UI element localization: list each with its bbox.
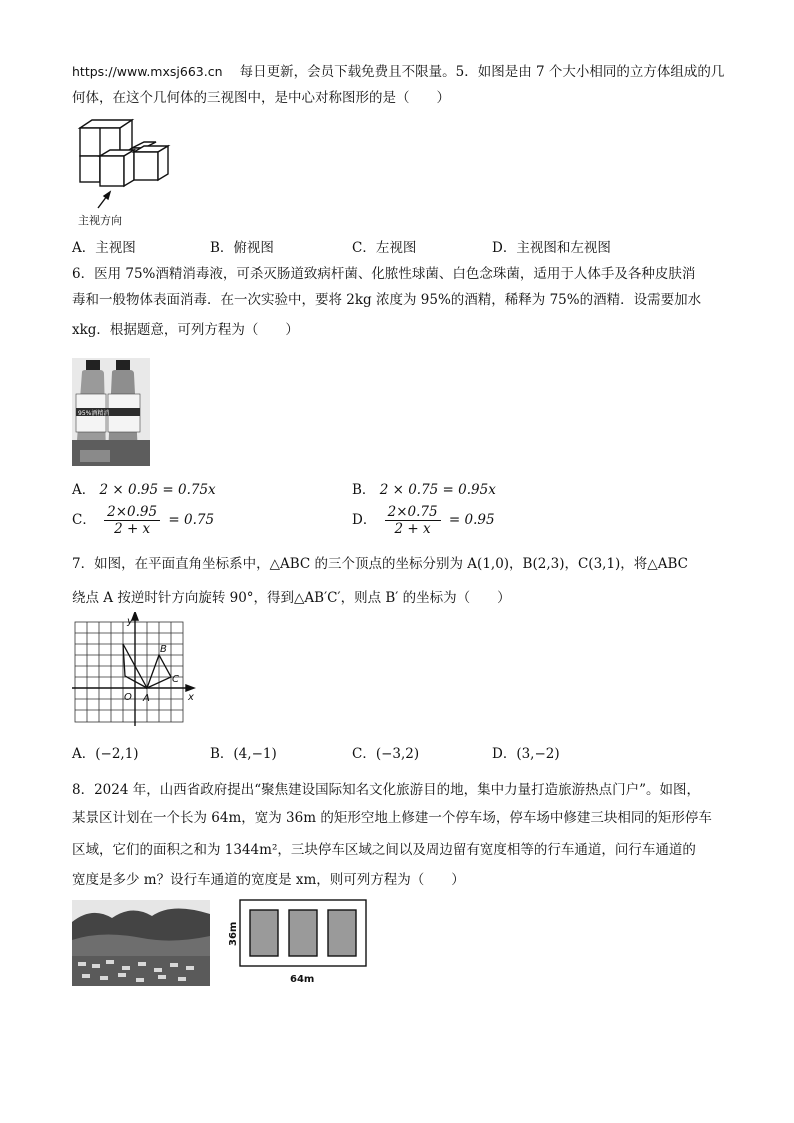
origin-label: O	[124, 692, 132, 703]
alcohol-bottles-photo	[72, 358, 150, 466]
q5-option-b[interactable]: B．俯视图	[210, 240, 274, 256]
q6-option-d-numerator: 2×0.75	[385, 504, 441, 521]
q6-option-b[interactable]	[352, 480, 496, 500]
view-direction-caption: 主视方向	[78, 214, 122, 227]
update-notice: 每日更新，会员下载免费且不限量。	[239, 64, 456, 80]
q6-option-a-letter: A．	[72, 482, 96, 498]
q6-option-d-denominator: 2 + x	[394, 521, 431, 537]
q7-option-d[interactable]: D．(3,−2)	[492, 746, 560, 762]
q6-option-a-expr: 2 × 0.95 = 0.75x	[99, 482, 216, 498]
parking-lot-photo	[72, 900, 210, 986]
q6-option-b-expr: 2 × 0.75 = 0.95x	[379, 482, 496, 498]
y-axis-label: y	[127, 616, 133, 627]
q5-stem-a: 5．如图是由 7 个大小相同的立方体组成的几	[455, 64, 725, 80]
q6-option-d-rhs: = 0.95	[448, 512, 495, 528]
q8-stem-b: 某景区计划在一个长为 64m，宽为 36m 的矩形空地上修建一个停车场，停车场中修建三块相同的矩形停车	[72, 810, 712, 826]
q8-stem-c: 区域，它们的面积之和为 1344m²，三块停车区域之间以及周边留有宽度相等的行车通道，问行车通道的	[72, 842, 696, 858]
point-a-label: A	[143, 693, 150, 704]
parking-plan-diagram	[226, 898, 372, 988]
q6-stem-b: 毒和一般物体表面消毒．在一次实验中，要将 2kg 浓度为 95%的酒精，稀释为 75%的酒精．设需要加水	[72, 292, 702, 308]
q6-option-a[interactable]	[72, 480, 216, 500]
cube-figure	[74, 116, 174, 228]
q6-stem-a: 6．医用 75%酒精消毒液，可杀灭肠道致病杆菌、化脓性球菌、白色念珠菌，适用于人体手及各种皮肤消	[72, 266, 696, 282]
source-url[interactable]: https://www.mxsj663.cn	[72, 64, 223, 79]
q6-option-c-letter: C．	[72, 512, 96, 528]
q7-option-a[interactable]: A．(−2,1)	[72, 746, 139, 762]
bottle-label-text: 95%酒精消	[78, 410, 110, 417]
q6-option-c-rhs: = 0.75	[168, 512, 215, 528]
q7-stem-b: 绕点 A 按逆时针方向旋转 90°，得到△AB′C′，则点 B′ 的坐标为（ ）	[72, 590, 511, 606]
q6-option-b-letter: B．	[352, 482, 376, 498]
q6-stem-c: xkg．根据题意，可列方程为（ ）	[72, 322, 299, 338]
point-c-label: C	[172, 674, 179, 685]
q6-option-d-fraction	[385, 504, 441, 537]
q5-stem-b: 何体，在这个几何体的三视图中，是中心对称图形的是（ ）	[72, 90, 450, 106]
x-axis-label: x	[188, 692, 194, 703]
q7-option-b[interactable]: B．(4,−1)	[210, 746, 277, 762]
q8-stem-d: 宽度是多少 m？设行车通道的宽度是 xm，则可列方程为（ ）	[72, 872, 465, 888]
q5-option-d[interactable]: D．主视图和左视图	[492, 240, 611, 256]
length-label: 64m	[290, 974, 315, 985]
q6-option-c-numerator: 2×0.95	[104, 504, 160, 521]
q7-stem-a: 7．如图，在平面直角坐标系中，△ABC 的三个顶点的坐标分别为 A(1,0)，B(2,3)，C(3,1)，将△ABC	[72, 556, 688, 572]
q5-option-a[interactable]: A．主视图	[72, 240, 136, 256]
coordinate-grid-figure	[72, 612, 200, 728]
q7-option-c[interactable]: C．(−3,2)	[352, 746, 420, 762]
q6-option-c-denominator: 2 + x	[114, 521, 151, 537]
q6-option-d-letter: D．	[352, 512, 377, 528]
width-label: 36m	[228, 921, 239, 946]
q8-stem-a: 8．2024 年，山西省政府提出“聚焦建设国际知名文化旅游目的地，集中力量打造旅游热点门户”。如图，	[72, 782, 701, 798]
point-b-label: B	[160, 644, 167, 655]
q6-option-d[interactable]	[352, 503, 495, 537]
q5-line-1	[72, 62, 724, 82]
q6-option-c-fraction	[104, 504, 160, 537]
q5-option-c[interactable]: C．左视图	[352, 240, 417, 256]
q6-option-c[interactable]	[72, 503, 214, 537]
